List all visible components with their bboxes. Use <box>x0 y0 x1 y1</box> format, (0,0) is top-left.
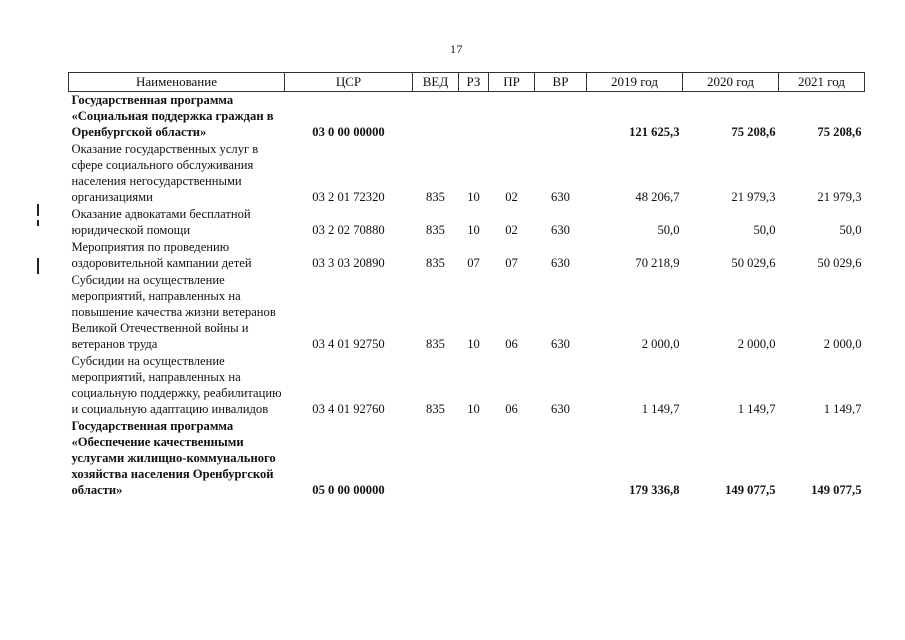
table-row <box>69 206 865 239</box>
row-2020: 75 208,6 <box>731 125 776 139</box>
header-rz: РЗ <box>459 73 489 92</box>
row-2021: 50,0 <box>839 223 862 237</box>
row-pr: 06 <box>505 337 518 351</box>
scan-artifact-mark <box>37 204 39 216</box>
row-rz: 07 <box>467 256 480 270</box>
table-header-row <box>69 73 865 92</box>
header-2021: 2021 год <box>779 73 865 92</box>
row-ved: 835 <box>426 337 445 351</box>
row-pr: 06 <box>505 402 518 416</box>
row-2019: 2 000,0 <box>641 337 680 351</box>
header-vr: ВР <box>535 73 587 92</box>
row-2021: 1 149,7 <box>823 402 862 416</box>
row-csr: 03 3 03 20890 <box>312 256 385 270</box>
row-name: Мероприятия по проведению оздоровительной кампании детей <box>71 240 252 270</box>
row-2021: 149 077,5 <box>811 483 862 497</box>
row-pr: 02 <box>505 223 518 237</box>
row-rz <box>459 92 489 142</box>
header-csr: ЦСР <box>285 73 413 92</box>
row-2019: 50,0 <box>657 223 680 237</box>
row-rz: 10 <box>467 223 480 237</box>
row-vr <box>535 92 587 142</box>
row-pr: 07 <box>505 256 518 270</box>
row-pr <box>489 418 535 499</box>
table-row <box>69 92 865 142</box>
row-2021: 75 208,6 <box>817 125 862 139</box>
row-csr: 03 2 02 70880 <box>312 223 385 237</box>
row-name: Оказание государственных услуг в сфере социального обслуживания населения негосударственными организациями <box>71 142 259 204</box>
table-row <box>69 141 865 206</box>
row-2019: 70 218,9 <box>635 256 680 270</box>
row-rz: 10 <box>467 190 480 204</box>
table-row <box>69 272 865 353</box>
row-rz: 10 <box>467 337 480 351</box>
row-vr: 630 <box>551 223 570 237</box>
row-name: Государственная программа «Обеспечение качественными услугами жилищно-коммунального хозяйства населения Оренбургской области» <box>71 419 276 497</box>
row-ved: 835 <box>426 223 445 237</box>
row-2020: 149 077,5 <box>725 483 776 497</box>
row-name: Субсидии на осуществление мероприятий, направленных на повышение качества жизни ветеранов Великой Отечественной войны и ветеранов труда <box>71 273 276 351</box>
row-name: Субсидии на осуществление мероприятий, направленных на социальную поддержку, реабилитацию и социальную адаптацию инвалидов <box>71 354 282 416</box>
row-csr: 03 0 00 00000 <box>312 125 385 139</box>
row-2021: 50 029,6 <box>817 256 862 270</box>
row-ved: 835 <box>426 190 445 204</box>
row-2020: 21 979,3 <box>731 190 776 204</box>
row-2021: 2 000,0 <box>823 337 862 351</box>
row-name: Государственная программа «Социальная поддержка граждан в Оренбургской области» <box>71 93 274 139</box>
header-ved: ВЕД <box>413 73 459 92</box>
row-csr: 03 2 01 72320 <box>312 190 385 204</box>
row-2019: 179 336,8 <box>629 483 680 497</box>
row-2019: 121 625,3 <box>629 125 680 139</box>
page-number: 17 <box>450 42 463 56</box>
budget-table <box>68 72 865 499</box>
header-pr: ПР <box>489 73 535 92</box>
row-2020: 2 000,0 <box>737 337 776 351</box>
row-csr: 03 4 01 92750 <box>312 337 385 351</box>
table-row <box>69 239 865 272</box>
row-ved: 835 <box>426 402 445 416</box>
row-2020: 1 149,7 <box>737 402 776 416</box>
row-vr <box>535 418 587 499</box>
row-ved <box>413 418 459 499</box>
row-name: Оказание адвокатами бесплатной юридической помощи <box>71 207 251 237</box>
row-ved <box>413 92 459 142</box>
row-2019: 48 206,7 <box>635 190 680 204</box>
row-vr: 630 <box>551 337 570 351</box>
row-ved: 835 <box>426 256 445 270</box>
scan-artifact-mark <box>37 258 39 274</box>
row-2019: 1 149,7 <box>641 402 680 416</box>
row-csr: 05 0 00 00000 <box>312 483 385 497</box>
row-2020: 50,0 <box>753 223 776 237</box>
row-rz: 10 <box>467 402 480 416</box>
header-2020: 2020 год <box>683 73 779 92</box>
table-row <box>69 353 865 418</box>
row-pr: 02 <box>505 190 518 204</box>
row-rz <box>459 418 489 499</box>
row-vr: 630 <box>551 256 570 270</box>
row-vr: 630 <box>551 190 570 204</box>
scan-artifact-mark <box>37 220 39 226</box>
row-2020: 50 029,6 <box>731 256 776 270</box>
table-row <box>69 418 865 499</box>
row-2021: 21 979,3 <box>817 190 862 204</box>
header-2019: 2019 год <box>587 73 683 92</box>
row-vr: 630 <box>551 402 570 416</box>
row-pr <box>489 92 535 142</box>
header-name: Наименование <box>69 73 285 92</box>
row-csr: 03 4 01 92760 <box>312 402 385 416</box>
